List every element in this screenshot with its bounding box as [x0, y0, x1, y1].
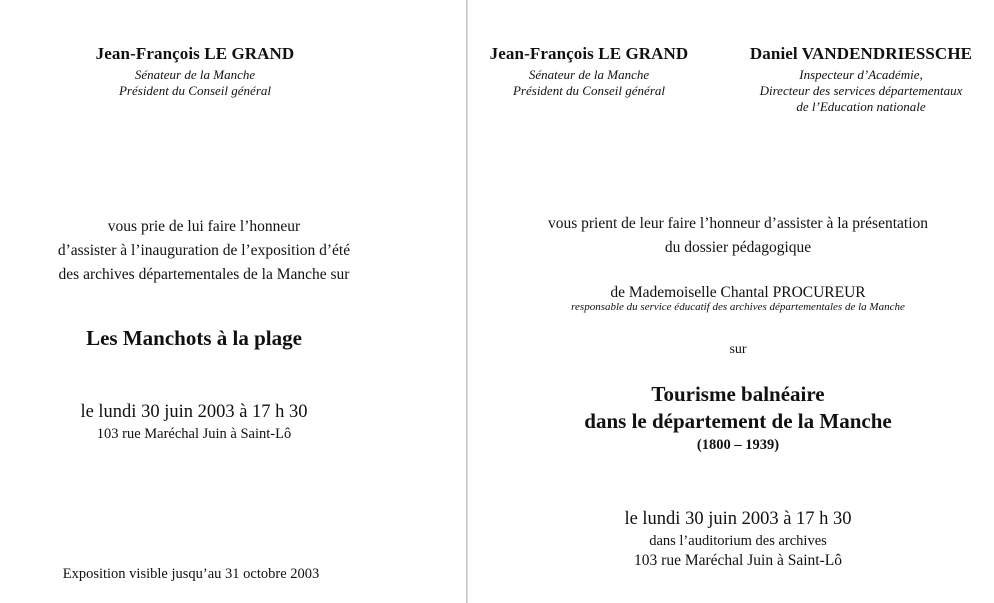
right-connector-text: sur	[729, 342, 747, 357]
right-host-1-role-1: Sénateur de la Manche	[528, 67, 650, 83]
right-host-2-role-1: Inspecteur d’Académie,	[799, 67, 923, 83]
right-event-date: le lundi 30 juin 2003 à 17 h 30	[624, 509, 852, 529]
left-event-details	[0, 400, 388, 444]
left-host-role-2: Président du Conseil général	[118, 83, 271, 99]
right-invitation-panel	[470, 0, 994, 603]
left-invitation-line-3: des archives départementales de la Manche sur	[58, 266, 350, 283]
right-event-venue: dans l’auditorium des archives	[649, 533, 827, 549]
right-host-2-role-2: Directeur des services départementaux	[759, 83, 963, 99]
left-exhibition-title: Les Manchots à la plage	[86, 326, 302, 350]
right-host-2-role-3: de l’Education nationale	[796, 99, 926, 115]
left-host-role-1: Sénateur de la Manche	[134, 67, 256, 83]
left-host-block	[0, 44, 390, 99]
left-invitation-line-1: vous prie de lui faire l’honneur	[107, 218, 301, 235]
right-host-2-block	[728, 44, 994, 115]
left-invitation-panel	[0, 0, 466, 603]
left-event-date: le lundi 30 juin 2003 à 17 h 30	[80, 402, 308, 422]
right-title-line-2: dans le département de la Manche	[584, 409, 892, 433]
right-presenter-block	[470, 281, 994, 314]
right-event-details	[470, 507, 994, 571]
right-host-1-name: Jean-François LE GRAND	[489, 44, 689, 63]
right-host-1-block	[470, 44, 708, 99]
right-host-2-name: Daniel VANDENDRIESSCHE	[749, 44, 973, 63]
right-event-address: 103 rue Maréchal Juin à Saint-Lô	[634, 552, 842, 569]
left-invitation-text	[0, 215, 408, 287]
right-invitation-line-2: du dossier pédagogique	[664, 239, 812, 256]
fold-divider	[466, 0, 468, 603]
right-title-line-1: Tourisme balnéaire	[651, 382, 825, 406]
right-presenter-name: de Mademoiselle Chantal PROCUREUR	[610, 284, 866, 301]
right-invitation-text	[470, 212, 994, 260]
left-invitation-line-2: d’assister à l’inauguration de l’exposition d’été	[57, 242, 351, 259]
right-invitation-line-1: vous prient de leur faire l’honneur d’assister à la présentation	[547, 215, 929, 232]
left-footer-note: Exposition visible jusqu’au 31 octobre 2003	[62, 566, 320, 582]
right-host-1-role-2: Président du Conseil général	[512, 83, 665, 99]
right-presenter-role: responsable du service éducatif des archives départementales de la Manche	[571, 301, 905, 313]
right-title-years: (1800 – 1939)	[696, 437, 780, 453]
right-presentation-title	[470, 381, 994, 455]
left-event-address: 103 rue Maréchal Juin à Saint-Lô	[96, 426, 292, 442]
left-host-name: Jean-François LE GRAND	[95, 44, 295, 63]
